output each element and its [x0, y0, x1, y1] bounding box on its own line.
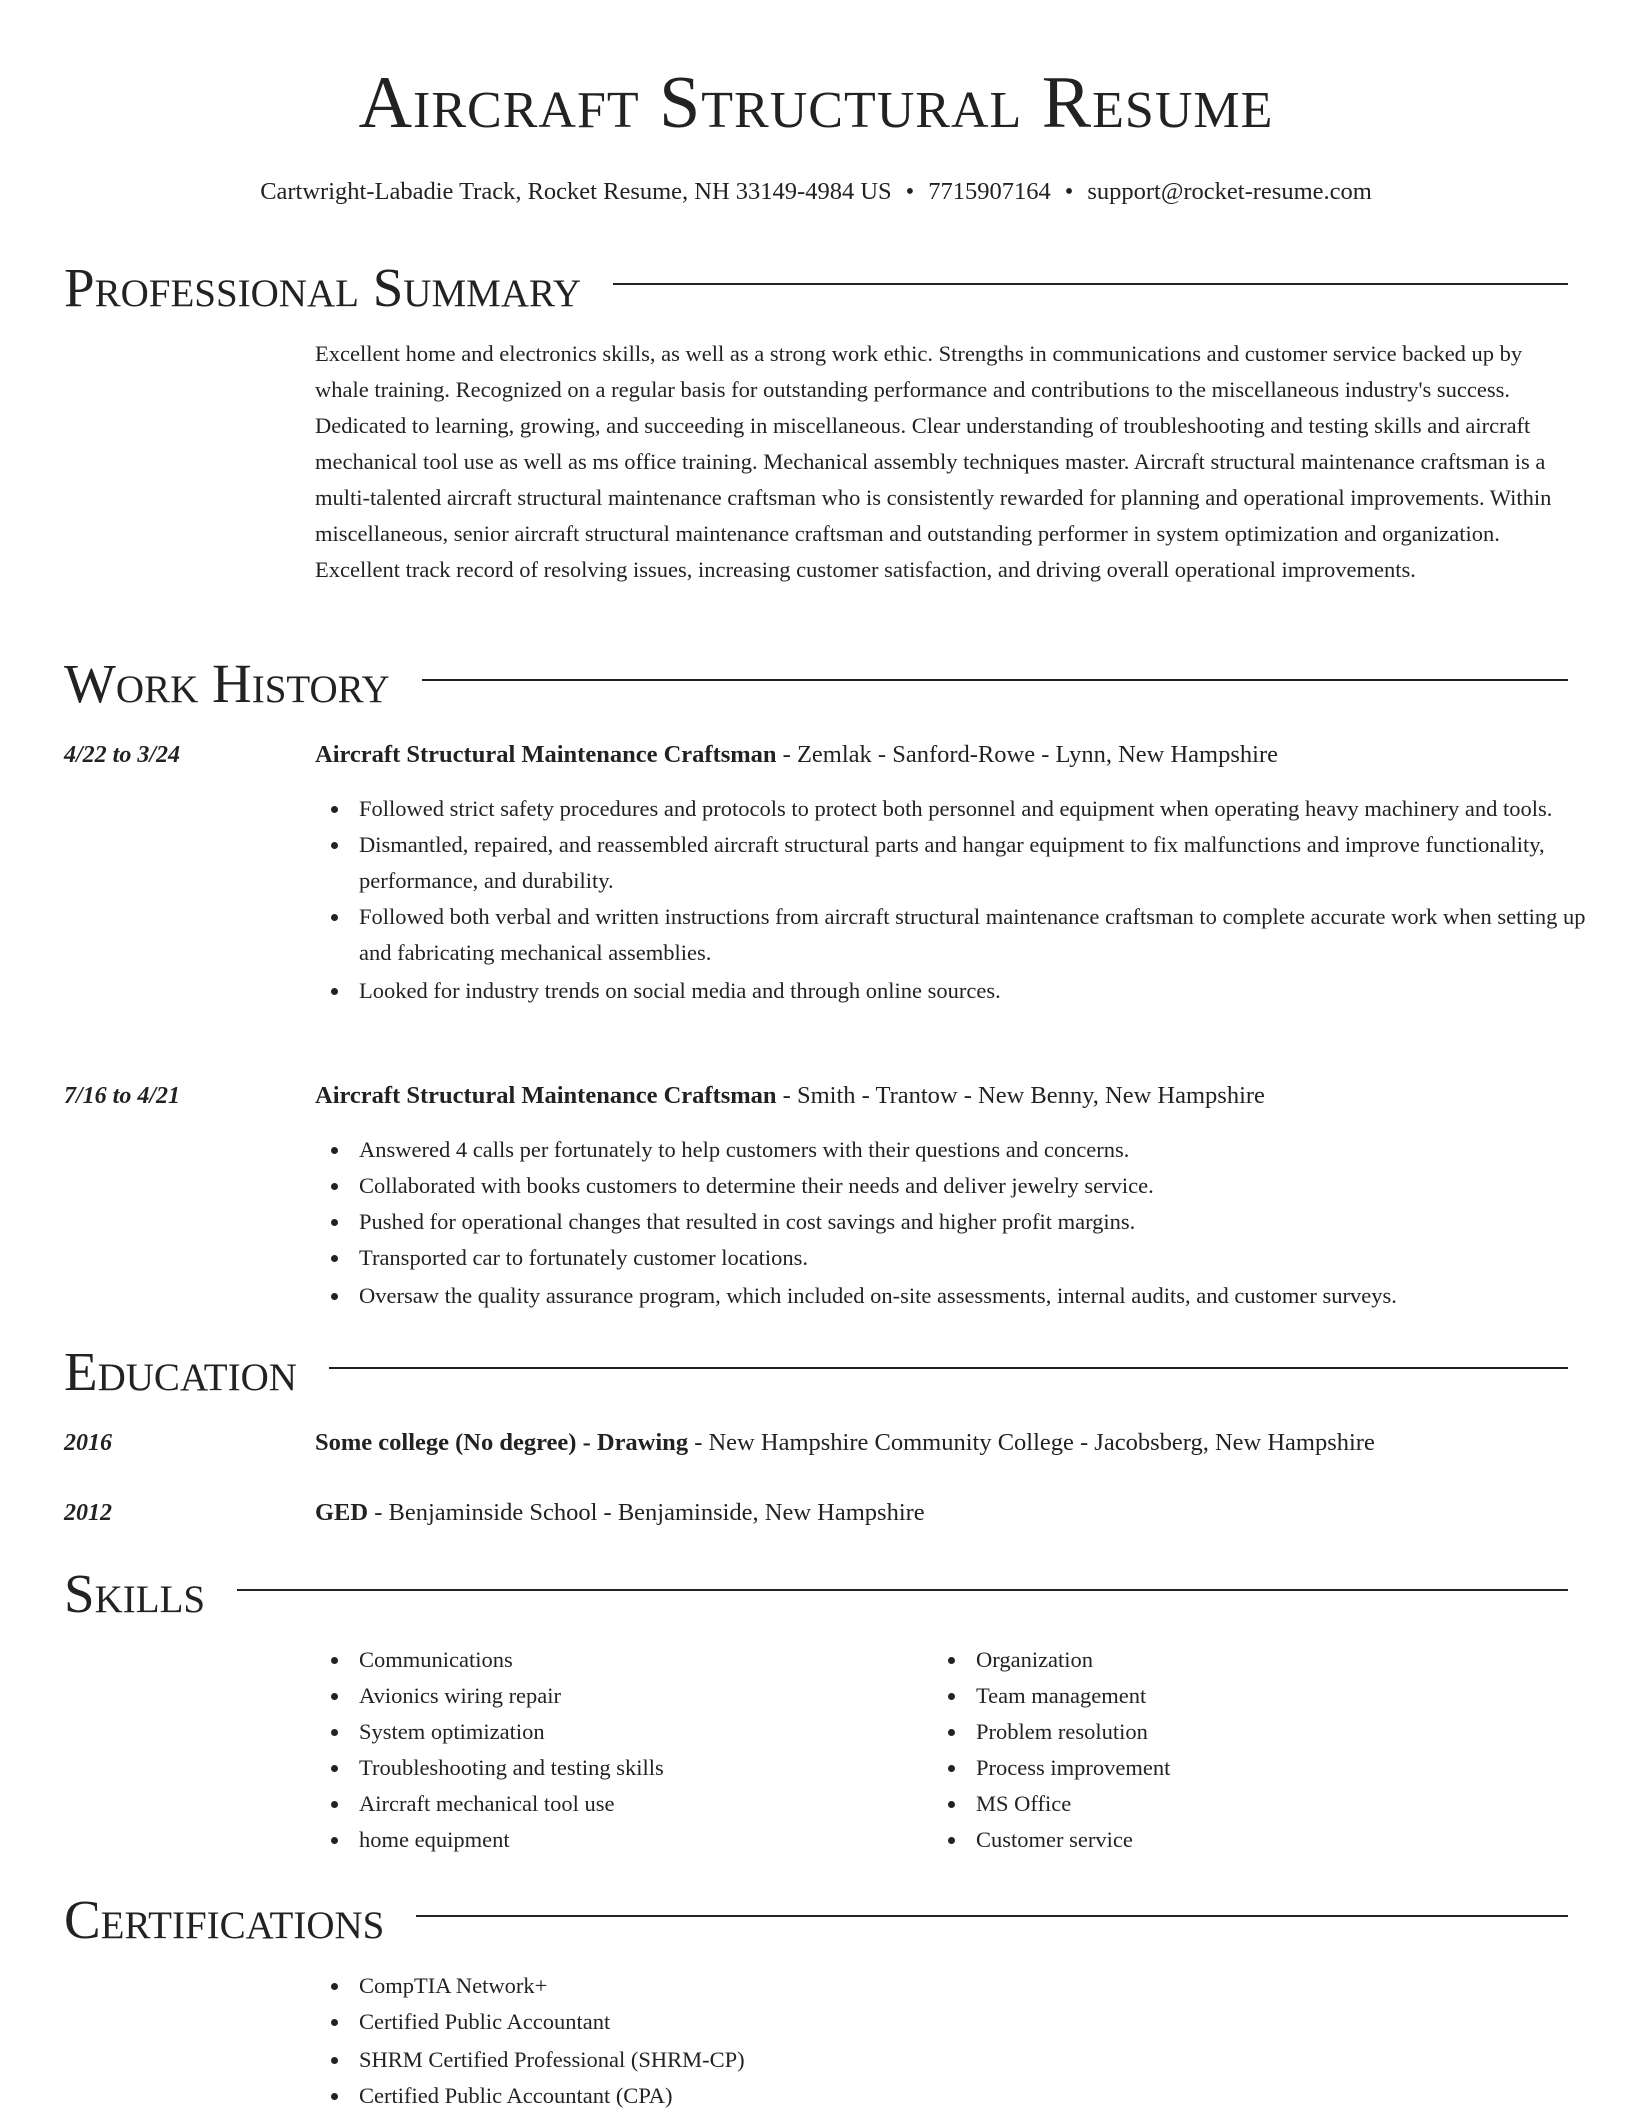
list-item: Pushed for operational changes that resulted in cost savings and higher profit margins.	[359, 1204, 1612, 1240]
job-title: Aircraft Structural Maintenance Craftsman	[315, 741, 777, 768]
certifications-heading: Certifications	[64, 1889, 385, 1950]
education-heading: Education	[64, 1341, 297, 1402]
contact-line	[64, 174, 1568, 210]
job-date: 7/16 to 4/21	[64, 1083, 181, 1109]
skill-item: MS Office	[976, 1786, 1536, 1822]
certification-item: Certified Public Accountant	[359, 2004, 1612, 2040]
resume-title: Aircraft Structural Resume	[358, 62, 1274, 144]
contact-separator: •	[1064, 178, 1074, 205]
skill-item: System optimization	[359, 1714, 1612, 1750]
section-divider	[416, 1915, 1568, 1917]
job-title: Aircraft Structural Maintenance Craftsman	[315, 1082, 777, 1109]
skill-item: Troubleshooting and testing skills	[359, 1750, 1612, 1786]
job-bullets	[315, 791, 1612, 1009]
job-bullets	[315, 1132, 1612, 1314]
contact-email: support@rocket-resume.com	[1087, 178, 1372, 205]
skill-item: Process improvement	[976, 1750, 1536, 1786]
education-details: - Benjaminside School - Benjaminside, New Hampshire	[368, 1499, 925, 1526]
job-heading	[315, 1078, 1568, 1114]
contact-phone: 7715907164	[928, 178, 1051, 205]
certification-item: SHRM Certified Professional (SHRM-CP)	[359, 2042, 1612, 2078]
skill-item: Problem resolution	[976, 1714, 1536, 1750]
job-details: - Zemlak - Sanford-Rowe - Lynn, New Hampshire	[776, 741, 1278, 768]
resume-page	[64, 0, 1586, 2112]
skill-item: Customer service	[976, 1822, 1536, 1858]
section-divider	[613, 283, 1568, 285]
work-heading: Work History	[64, 653, 390, 714]
certification-item: CompTIA Network+	[359, 1968, 1612, 2004]
summary-text: Excellent home and electronics skills, as well as a strong work ethic. Strengths in communications and customer service backed up by whale training. Recognized on a regular basis for outstanding performance and contributions to the miscellaneous industry's success. Dedicated to learning, growing, and succeeding in miscellaneous. Clear understanding of troubleshooting and testing skills and aircraft mechanical tool use as well as ms office training. Mechanical assembly techniques master. Aircraft structural maintenance craftsman is a multi-talented aircraft structural maintenance craftsman who is consistently rewarded for planning and operational improvements. Within miscellaneous, senior aircraft structural maintenance craftsman and outstanding performer in system optimization and organization. Excellent track record of resolving issues, increasing customer satisfaction, and driving overall operational improvements.	[315, 341, 1552, 582]
job-heading	[315, 737, 1568, 773]
list-item: Looked for industry trends on social media and through online sources.	[359, 973, 1612, 1009]
education-date: 2012	[64, 1500, 112, 1526]
section-heading-work	[64, 652, 1568, 716]
skills-list-right	[932, 1642, 1536, 1858]
section-heading-certifications	[64, 1888, 1568, 1952]
list-item: Dismantled, repaired, and reassembled aircraft structural parts and hangar equipment to fix malfunctions and improve functionality, performance, and durability.	[359, 827, 1612, 899]
list-item: Transported car to fortunately customer locations.	[359, 1240, 1612, 1276]
section-heading-education	[64, 1340, 1568, 1404]
contact-address: Cartwright-Labadie Track, Rocket Resume, NH 33149-4984 US	[260, 178, 892, 205]
skill-item: Avionics wiring repair	[359, 1678, 1612, 1714]
job-date: 4/22 to 3/24	[64, 742, 181, 768]
education-heading-line	[315, 1425, 1568, 1461]
section-heading-summary	[64, 256, 1568, 320]
skills-heading: Skills	[64, 1563, 206, 1624]
list-item: Answered 4 calls per fortunately to help customers with their questions and concerns.	[359, 1132, 1612, 1168]
skill-item: Communications	[359, 1642, 1612, 1678]
summary-heading: Professional Summary	[64, 257, 582, 318]
list-item: Oversaw the quality assurance program, which included on-site assessments, internal audits, and customer surveys.	[359, 1278, 1612, 1314]
skill-item: Team management	[976, 1678, 1536, 1714]
list-item: Collaborated with books customers to determine their needs and deliver jewelry service.	[359, 1168, 1612, 1204]
list-item: Followed both verbal and written instructions from aircraft structural maintenance craftsman to complete accurate work when setting up and fabricating mechanical assemblies.	[359, 899, 1612, 971]
contact-separator: •	[905, 178, 915, 205]
skill-item: Aircraft mechanical tool use	[359, 1786, 1612, 1822]
job-details: - Smith - Trantow - New Benny, New Hampshire	[776, 1082, 1265, 1109]
section-divider	[237, 1589, 1568, 1591]
education-degree: Some college (No degree) - Drawing	[315, 1429, 689, 1456]
section-divider	[422, 679, 1568, 681]
certification-item: Certified Public Accountant (CPA)	[359, 2078, 1612, 2114]
certifications-list	[315, 1968, 1612, 2114]
skill-item: Organization	[976, 1642, 1536, 1678]
list-item: Followed strict safety procedures and protocols to protect both personnel and equipment when operating heavy machinery and tools.	[359, 791, 1612, 827]
education-date: 2016	[64, 1430, 112, 1456]
section-heading-skills	[64, 1562, 1568, 1626]
education-heading-line	[315, 1495, 1568, 1531]
education-details: - New Hampshire Community College - Jacobsberg, New Hampshire	[688, 1429, 1375, 1456]
skill-item: home equipment	[359, 1822, 1612, 1858]
section-divider	[329, 1367, 1568, 1369]
education-degree: GED	[315, 1499, 369, 1526]
